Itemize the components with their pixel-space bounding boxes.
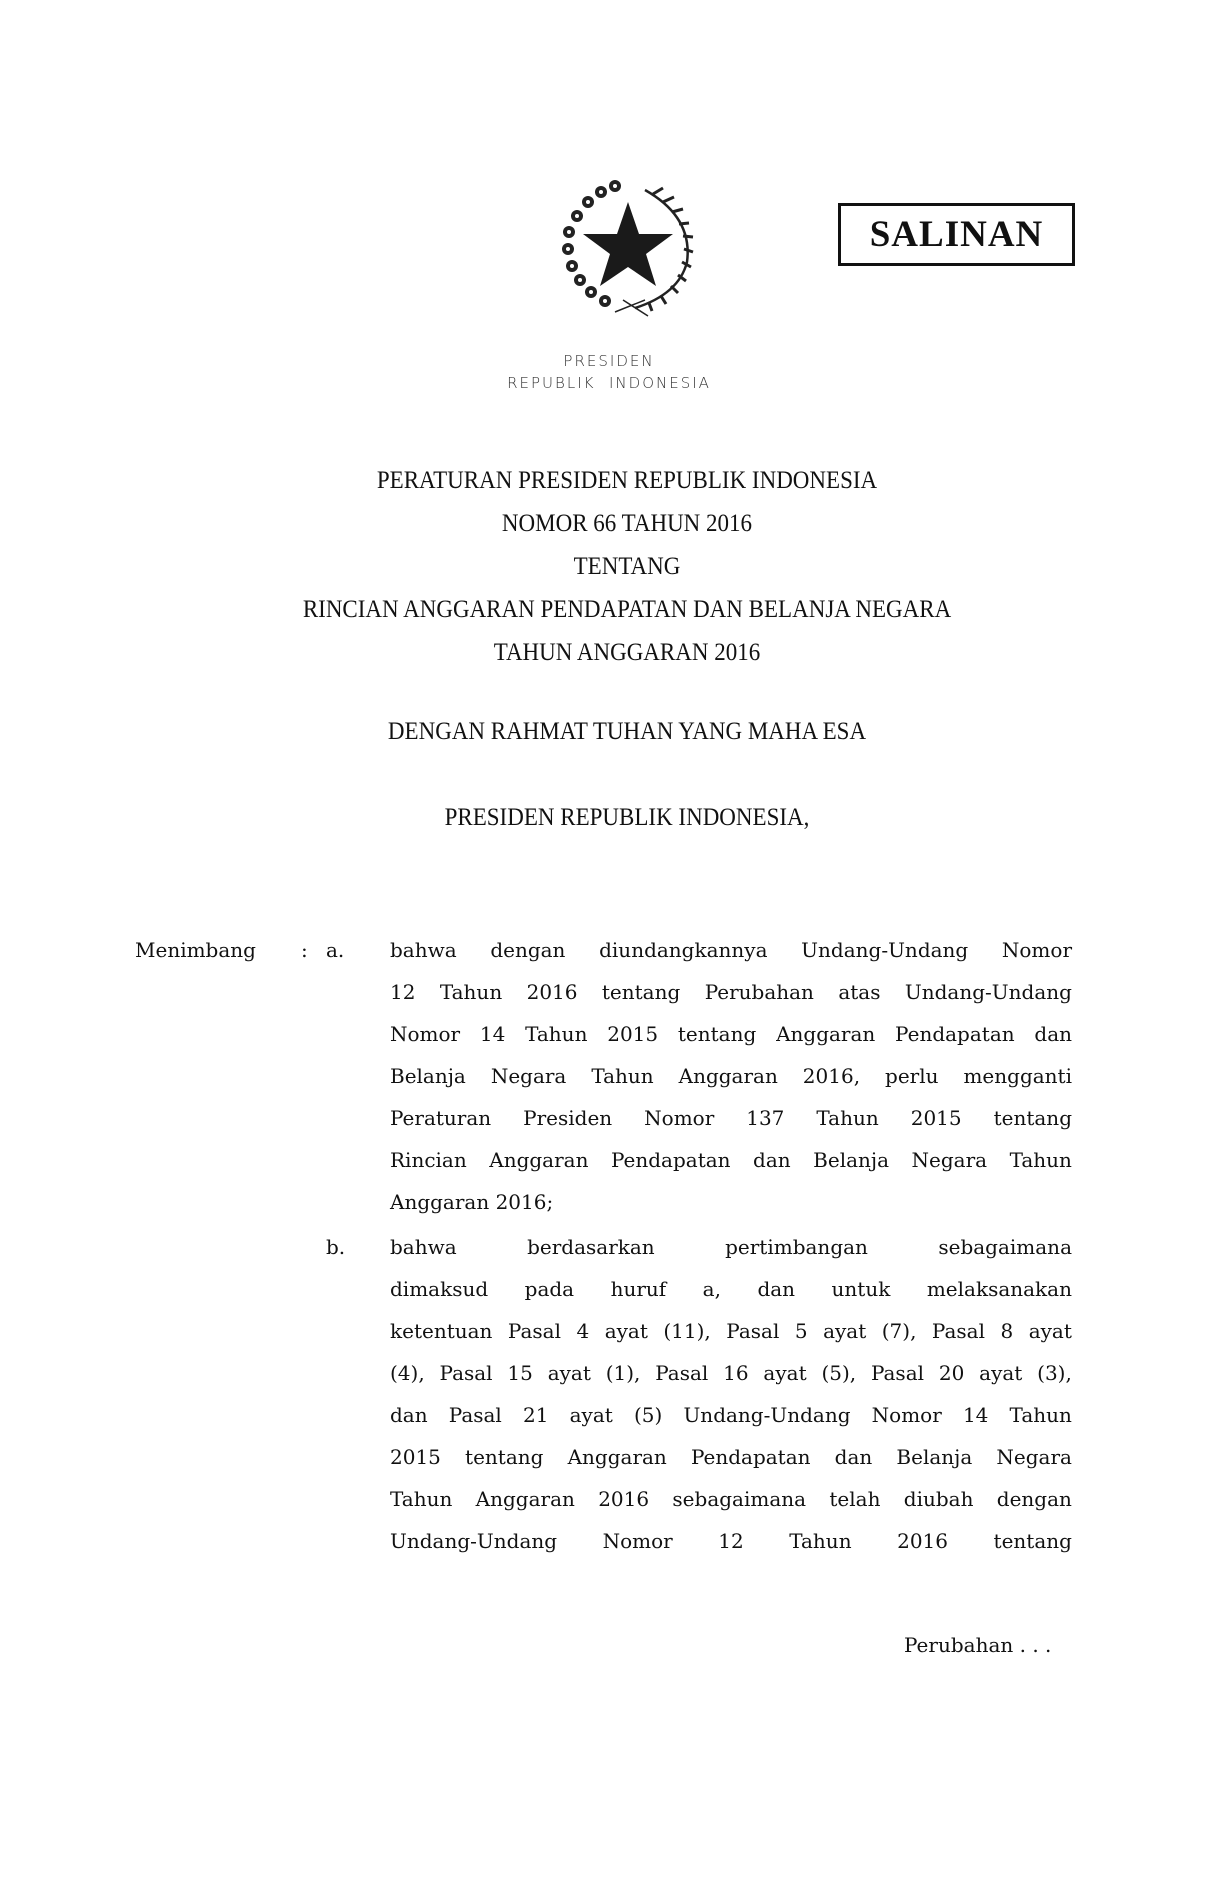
considerations-label: Menimbang (135, 938, 256, 962)
word: Pendapatan (610, 1148, 731, 1172)
word: tentang (601, 980, 681, 1004)
word: Tahun (591, 1064, 654, 1088)
word: ayat (1028, 1319, 1072, 1343)
invocation: DENGAN RAHMAT TUHAN YANG MAHA ESA (387, 718, 867, 745)
word: Tahun (525, 1022, 588, 1046)
item-b-line (390, 1361, 1072, 1385)
word: huruf (610, 1277, 667, 1301)
authority-line: PRESIDEN REPUBLIK INDONESIA, (444, 804, 810, 831)
word: 2015 (390, 1445, 441, 1469)
word: Tahun (390, 1487, 453, 1511)
word: Nomor (1001, 938, 1072, 962)
item-a-line (390, 1148, 1072, 1172)
word: melaksanakan (926, 1277, 1072, 1301)
word: Tahun (439, 980, 503, 1004)
word: Rincian (390, 1148, 467, 1172)
document-number: NOMOR 66 TAHUN 2016 (501, 510, 753, 537)
word: Tahun (1009, 1148, 1072, 1172)
word: dengan (996, 1487, 1072, 1511)
word: Perubahan (704, 980, 814, 1004)
document-title-line-1: PERATURAN PRESIDEN REPUBLIK INDONESIA (376, 467, 878, 494)
word: Negara (490, 1064, 567, 1088)
word: Anggaran (678, 1064, 778, 1088)
word: dimaksud (390, 1277, 489, 1301)
word: Negara (911, 1148, 988, 1172)
word: 20 (938, 1361, 965, 1385)
document-subject-line-2: TAHUN ANGGARAN 2016 (493, 639, 761, 666)
word: Anggaran (489, 1148, 589, 1172)
word: Tahun (789, 1529, 852, 1553)
word: untuk (831, 1277, 891, 1301)
word: 15 (507, 1361, 533, 1385)
word: Presiden (523, 1106, 613, 1130)
word: Pendapatan (690, 1445, 811, 1469)
word: Pasal (448, 1403, 502, 1427)
word: 16 (723, 1361, 749, 1385)
word: Peraturan (390, 1106, 492, 1130)
word: 8 (1000, 1319, 1014, 1343)
word: Belanja (896, 1445, 973, 1469)
word: a, (702, 1277, 721, 1301)
word: Pasal (726, 1319, 780, 1343)
word: Anggaran (776, 1022, 876, 1046)
word: Belanja (813, 1148, 890, 1172)
word: perlu (885, 1064, 939, 1088)
word: Pendapatan (895, 1022, 1015, 1046)
word: tentang (993, 1106, 1072, 1130)
word: 2016 (598, 1487, 650, 1511)
word: Undang-Undang (390, 1529, 558, 1553)
letterhead-line-2: REPUBLIK INDONESIA (507, 374, 711, 392)
item-b-line (390, 1529, 1072, 1553)
considerations-colon: : (301, 938, 308, 962)
word: sebagaimana (672, 1487, 807, 1511)
word: Negara (996, 1445, 1072, 1469)
word: ayat (763, 1361, 807, 1385)
word: (3), (1037, 1361, 1072, 1385)
word: Belanja (390, 1064, 466, 1088)
word: Pasal (507, 1319, 561, 1343)
item-a-line (390, 938, 1072, 962)
salinan-stamp (838, 203, 1075, 266)
word: Tahun (816, 1106, 879, 1130)
word: bahwa (390, 1235, 457, 1259)
item-b-line (390, 1277, 1072, 1301)
word: 14 (479, 1022, 506, 1046)
word: bahwa (390, 938, 457, 962)
word: tentang (465, 1445, 544, 1469)
word: ayat (604, 1319, 648, 1343)
word: Nomor (644, 1106, 715, 1130)
word: dan (390, 1403, 428, 1427)
word: 4 (576, 1319, 590, 1343)
word: (11), (663, 1319, 711, 1343)
word: (5) (633, 1403, 663, 1427)
word: 2015 (910, 1106, 962, 1130)
item-a-line: Anggaran 2016; (390, 1190, 554, 1214)
word: 12 (390, 980, 416, 1004)
document-title-about: TENTANG (573, 553, 681, 580)
word: 5 (794, 1319, 808, 1343)
word: pada (524, 1277, 575, 1301)
word: 137 (746, 1106, 785, 1130)
item-a-line (390, 980, 1072, 1004)
item-b-marker: b. (326, 1235, 346, 1259)
item-a-line (390, 1106, 1072, 1130)
item-a-line (390, 1064, 1072, 1088)
word: berdasarkan (527, 1235, 655, 1259)
document-subject-line-1: RINCIAN ANGGARAN PENDAPATAN DAN BELANJA NEGARA (302, 596, 952, 623)
word: Nomor (871, 1403, 942, 1427)
word: dan (757, 1277, 796, 1301)
word: (5), (821, 1361, 857, 1385)
word: dengan (490, 938, 566, 962)
word: 12 (718, 1529, 744, 1553)
word: 2016 (526, 980, 578, 1004)
word: atas (838, 980, 881, 1004)
word: Nomor (390, 1022, 461, 1046)
word: tentang (677, 1022, 757, 1046)
letterhead-line-1: PRESIDEN (563, 352, 655, 370)
word: Anggaran (475, 1487, 575, 1511)
word: telah (829, 1487, 881, 1511)
item-a-marker: a. (326, 938, 345, 962)
item-b-line (390, 1445, 1072, 1469)
word: tentang (993, 1529, 1072, 1553)
item-b-line (390, 1235, 1072, 1259)
word: Tahun (1009, 1403, 1072, 1427)
item-b-line (390, 1403, 1072, 1427)
word: 2016 (897, 1529, 949, 1553)
word: Pasal (931, 1319, 985, 1343)
word: Undang-Undang (904, 980, 1072, 1004)
word: pertimbangan (725, 1235, 868, 1259)
salinan-stamp-label: SALINAN (869, 214, 1044, 255)
word: mengganti (963, 1064, 1072, 1088)
word: diubah (903, 1487, 974, 1511)
word: diundangkannya (599, 938, 768, 962)
word: (7), (881, 1319, 917, 1343)
item-b-line (390, 1487, 1072, 1511)
word: 2015 (607, 1022, 659, 1046)
word: ayat (823, 1319, 867, 1343)
word: ayat (569, 1403, 613, 1427)
word: Pasal (655, 1361, 709, 1385)
word: (4), (390, 1361, 425, 1385)
word: 21 (523, 1403, 549, 1427)
word: Pasal (870, 1361, 925, 1385)
word: dan (834, 1445, 873, 1469)
word: Nomor (602, 1529, 673, 1553)
word: Undang-Undang (683, 1403, 851, 1427)
word: ketentuan (390, 1319, 493, 1343)
word: dan (1034, 1022, 1072, 1046)
word: ayat (979, 1361, 1023, 1385)
word: dan (753, 1148, 791, 1172)
item-b-line (390, 1319, 1072, 1343)
word: Anggaran (567, 1445, 667, 1469)
presidential-emblem-icon (553, 172, 703, 318)
word: 2016, (802, 1064, 861, 1088)
page-continuation: Perubahan . . . (904, 1633, 1052, 1657)
item-a-line (390, 1022, 1072, 1046)
word: ayat (547, 1361, 591, 1385)
word: Pasal (439, 1361, 493, 1385)
word: (1), (605, 1361, 641, 1385)
word: 14 (962, 1403, 989, 1427)
word: Undang-Undang (801, 938, 969, 962)
word: sebagaimana (938, 1235, 1072, 1259)
